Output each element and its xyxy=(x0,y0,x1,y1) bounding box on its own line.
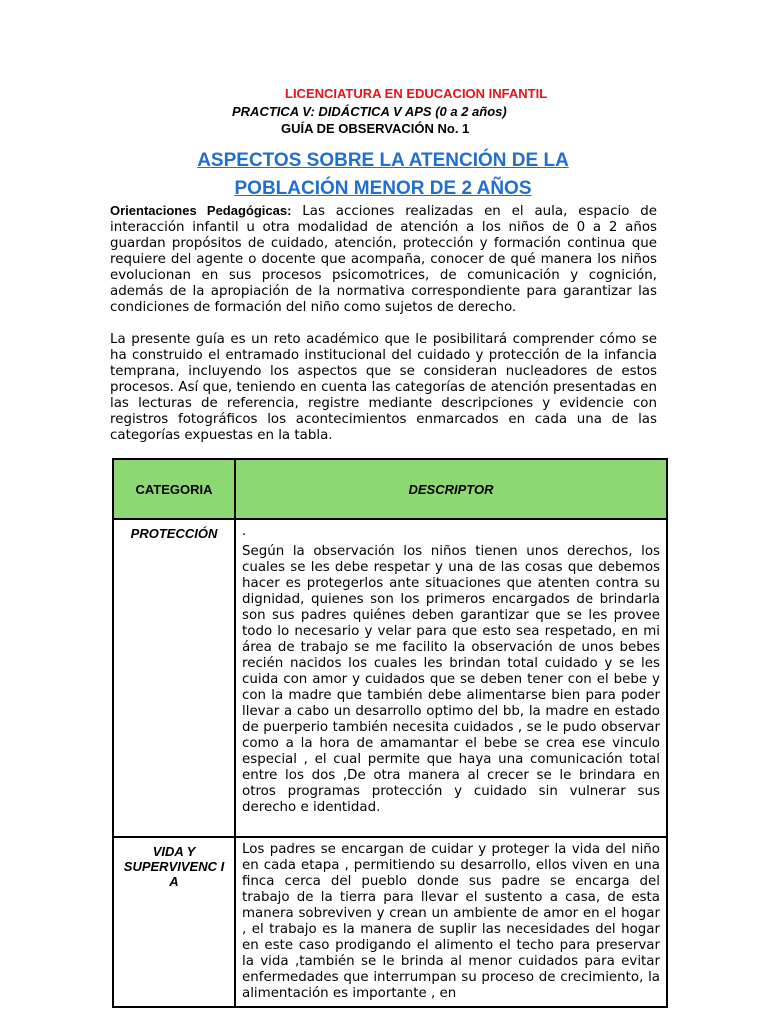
practice-title: PRACTICA V: DIDÁCTICA V APS (0 a 2 años) xyxy=(232,104,507,119)
title-word-poblacion: POBLACIÓN xyxy=(234,178,349,199)
descriptor-cell xyxy=(235,837,667,1007)
document-title-line-1: ASPECTOS SOBRE LA ATENCIÓN DE LA xyxy=(197,150,569,171)
orientations-label: Orientaciones Pedagógicas: xyxy=(110,203,292,218)
category-cell: VIDA Y SUPERVIVENC I A xyxy=(113,837,235,1007)
pedagogical-orientations-paragraph xyxy=(110,203,657,316)
orientations-text: Las acciones realizadas en el aula, espacio de interacción infantil u otra modalidad de atención a los niños de 0 a 2 años guardan propósitos de cuidado, atención, protección y formación continua que requiere del agente o docente que acompaña, conocer de qué manera los niños evolucionan en sus procesos psicomotrices, de comunicación y cognición, además de la apropiación de la normativa correspondiente para garantizar las condiciones de formación del niño como sujetos de derecho. xyxy=(110,204,657,315)
header-descriptor xyxy=(235,459,667,519)
table-row xyxy=(113,519,667,837)
program-title: LICENCIATURA EN EDUCACION INFANTIL xyxy=(285,86,548,101)
table-row xyxy=(113,837,667,1007)
descriptor-text: Los padres se encargan de cuidar y proteger la vida del niño en cada etapa , permitiendo su desarrollo, ellos viven en una finca cerca del pueblo donde sus padre se encarga del trabajo de la tierra para llevar el sustento a casa, de esta manera sobreviven y crean un ambiente de amor en el hogar , el trabajo es la manera de suplir las necesidades del hogar en este caso prodigando el alimento el techo para preservar la vida ,también se le brinda al menor cuidados para evitar enfermedades que interrumpan su proceso de crecimiento, la alimentación es importante , en xyxy=(242,842,660,1001)
descriptor-text: Según la observación los niños tienen unos derechos, los cuales se les debe respetar y una de las cosas que debemos hacer es protegerlos ante situaciones que atenten contra su dignidad, quienes son los primeros encargados de brindarla son sus padres quiénes deben garantizar que se les provee todo lo necesario y velar para que esto sea respetado, en mi área de trabajo se me facilito la observación de unos bebes recién nacidos los cuales les brindan total cuidado y se les cuida con amor y cuidados que se deben tener con el bebe y con la madre que también debe alimentarse bien para poder llevar a cabo un desarrollo optimo del bb, la madre en estado de puerperio también necesita cuidados , se le pudo observar como a la hora de amamantar el bebe se crea ese vinculo especial , el cual permite que haya una comunicación total entre los dos ,De otra manera al crecer se le brindara en otros programas protección y cuidado sin vulnerar sus derecho e identidad. xyxy=(242,544,660,815)
descriptor-lead: . xyxy=(242,524,247,539)
guide-description-paragraph: La presente guía es un reto académico que le posibilitará comprender cómo se ha construido el entramado institucional del cuidado y protección de la infancia temprana, incluyendo los aspectos que se consideran nucleadores de estos procesos. Así que, teniendo en cuenta las categorías de atención presentadas en las lecturas de referencia, registre mediante descripciones y evidencie con registros fotográficos los acontecimientos enmarcados en cada una de las categorías expuestas en la tabla. xyxy=(110,332,657,443)
observation-table xyxy=(112,458,668,1008)
header-descriptor-label: DESCRIPTOR xyxy=(408,481,494,497)
descriptor-cell xyxy=(235,519,667,837)
title-word-menor: MENOR DE 2 AÑOS xyxy=(353,178,532,199)
table-header-row xyxy=(113,459,667,519)
header-categoria: CATEGORIA xyxy=(113,459,235,519)
guide-title: GUÍA DE OBSERVACIÓN No. 1 xyxy=(281,121,470,136)
document-title-line-2 xyxy=(110,178,656,200)
category-cell: PROTECCIÓN xyxy=(113,519,235,837)
